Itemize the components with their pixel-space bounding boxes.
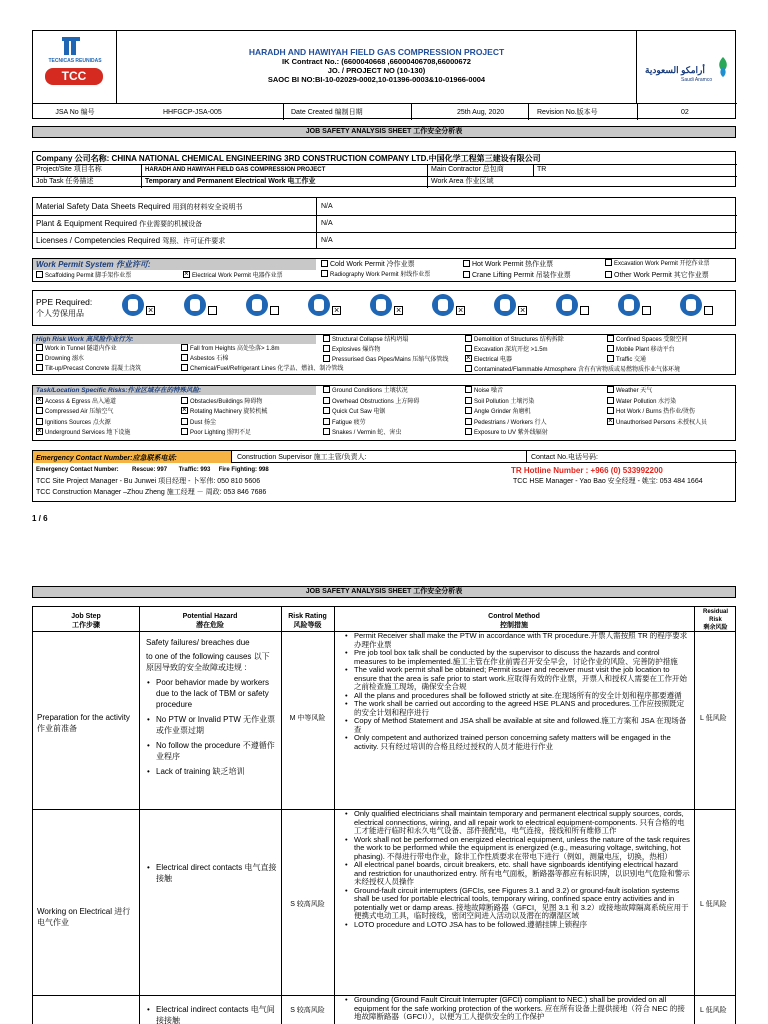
control-method-cell xyxy=(334,632,694,809)
main-contractor-label: Main Contractor 总包商 xyxy=(431,166,504,173)
task-risk-item[interactable] xyxy=(36,408,113,417)
control-method-item: • LOTO procedure and LOTO JSA has to be followed.遵循挂牌上锁程序 xyxy=(344,921,691,930)
task-risk-checkbox[interactable] xyxy=(323,407,330,414)
licenses-label: Licenses / Competencies Required 驾照、许可证件要求 xyxy=(36,236,226,245)
high-risk-grid xyxy=(33,335,737,376)
high-risk-checkbox[interactable] xyxy=(607,345,614,352)
plant-equipment-label: Plant & Equipment Required 作业需要的机械设备 xyxy=(36,219,203,228)
licenses-value: N/A xyxy=(321,237,333,244)
task-risk-label: Rotating Machinery 旋转机械 xyxy=(190,409,268,416)
control-method-item: • Pre job tool box talk shall be conducted by the supervisor to discuss the hazards and control measures to be implemented.施工主管在作业前需召开安全早会，讨论作业的风险、完善防护措施 xyxy=(344,649,691,666)
task-risk-checkbox[interactable] xyxy=(465,397,472,404)
gloves-icon xyxy=(370,294,392,316)
task-risk-label: Underground Services 地下设施 xyxy=(45,430,131,437)
tr-logo-icon xyxy=(61,35,83,57)
task-risk-item[interactable] xyxy=(181,419,216,428)
col-residual-risk-cn: 剩余风险 xyxy=(703,625,728,631)
permit-checkbox xyxy=(183,271,190,278)
hazard-cell xyxy=(139,810,281,995)
task-risks-grid xyxy=(33,386,737,442)
jsa-no-value: HHFGCP-JSA-005 xyxy=(163,109,222,116)
control-method-item: • Permit Receiver shall make the PTW in accordance with TR procedure.开票人需按照 TR 的程序要求办理作业票 xyxy=(344,632,691,649)
ppe-checkbox[interactable] xyxy=(146,306,155,315)
high-risk-item[interactable] xyxy=(465,366,680,375)
revision-value: 02 xyxy=(681,109,689,116)
task-risk-label: Ignitions Sources 点火源 xyxy=(45,419,111,426)
task-risk-label: Soil Pollution 土壤污染 xyxy=(474,398,535,405)
goggles-icon xyxy=(432,294,454,316)
high-risk-label: Excavation 深坑开挖 >1.5m xyxy=(474,347,548,354)
control-method-item: • Copy of Method Statement and JSA shall be available at site and followed.施工方案和 JSA 在现场备查 xyxy=(344,717,691,734)
project-title-block xyxy=(117,31,637,103)
task-risk-item[interactable] xyxy=(181,398,262,407)
high-risk-item[interactable] xyxy=(181,365,343,374)
aramco-ar-text: أرامكو السعودية xyxy=(645,65,705,75)
permit-checkbox xyxy=(605,259,612,266)
project-no: JO. / PROJECT NO (10-130) xyxy=(327,66,426,75)
ppe-block xyxy=(32,290,736,326)
high-risk-label: Electrical 电器 xyxy=(474,357,513,364)
tr-hotline: TR Hotline Number : +966 (0) 533992200 xyxy=(511,466,663,475)
ppe-icons-row xyxy=(108,291,728,327)
table-row xyxy=(33,810,735,996)
residual-risk-cell: L 低风险 xyxy=(700,715,727,722)
col-job-step-cn: 工作步骤 xyxy=(72,622,100,629)
high-risk-checkbox[interactable] xyxy=(181,354,188,361)
high-risk-item[interactable] xyxy=(36,365,141,374)
job-task-value: Temporary and Permanent Electrical Work 电工作业 xyxy=(145,178,316,185)
doc-id-row xyxy=(33,103,737,120)
project-site-value: HARADH AND HAWIYAH FIELD GAS COMPRESSION PROJECT xyxy=(145,167,326,173)
task-risk-label: Noise 噪音 xyxy=(474,388,504,395)
high-risk-item[interactable] xyxy=(181,355,228,364)
control-method-cell xyxy=(334,810,694,995)
construction-manager: TCC Construction Manager –Zhou Zheng 施工经理 － 周政: 053 846 7686 xyxy=(36,489,267,496)
ppe-checkbox[interactable] xyxy=(704,306,713,315)
plant-equipment-value: N/A xyxy=(321,220,333,227)
high-risk-label: Pressurised Gas Pipes/Mains 压缩气体管线 xyxy=(332,357,449,364)
task-risk-checkbox[interactable] xyxy=(465,418,472,425)
task-risk-item[interactable] xyxy=(607,398,676,407)
high-risk-label: Traffic 交通 xyxy=(616,357,647,364)
task-risk-label: Fatigue 疲劳 xyxy=(332,419,366,426)
permit-checkbox xyxy=(463,271,470,278)
permit-other[interactable]: Other Work Permit 其它作业票 xyxy=(605,271,709,280)
col-potential-hazard: Potential Hazard xyxy=(182,613,238,620)
high-risk-item[interactable] xyxy=(181,345,280,354)
task-risk-label: Unauthorised Persons 未授权人员 xyxy=(616,419,708,426)
ppe-checkbox[interactable] xyxy=(580,306,589,315)
task-risk-item[interactable] xyxy=(36,429,130,438)
work-area-label: Work Area 作业区域 xyxy=(431,178,494,185)
hazard-intro: Safety failures/ breaches due xyxy=(146,638,250,647)
emergency-block xyxy=(32,450,736,502)
high-risk-item[interactable] xyxy=(323,356,448,365)
project-title: HARADH AND HAWIYAH FIELD GAS COMPRESSION PROJECT xyxy=(248,47,505,57)
ppe-checkbox[interactable] xyxy=(332,306,341,315)
permit-checkbox xyxy=(605,271,612,278)
job-task-label: Job Task 任务描述 xyxy=(36,178,94,185)
task-risk-item[interactable] xyxy=(465,398,534,407)
hazard-intro-2: to one of the following causes 以下原因导致的安全故障或违规 : xyxy=(146,652,270,672)
permit-hot-work[interactable]: Hot Work Permit 热作业票 xyxy=(463,260,553,269)
high-risk-label: Asbestos 石棉 xyxy=(190,356,229,363)
revision-label: Revision No.版本号 xyxy=(537,109,598,116)
task-risk-item[interactable] xyxy=(607,408,695,417)
high-risk-label: Work in Tunnel 隧道内作业 xyxy=(45,346,117,353)
col-residual-risk: Residual Risk xyxy=(702,609,728,623)
msds-label: Material Safety Data Sheets Required 用到的材料安全说明书 xyxy=(36,202,243,211)
tcc-logo: TCC xyxy=(45,68,103,85)
ppe-label: PPE Required: xyxy=(36,297,93,307)
control-method-cell xyxy=(334,996,694,1024)
high-risk-title: High Risk Work 高风险作业行为: xyxy=(36,336,134,343)
hse-manager: TCC HSE Manager - Yao Bao 安全经理 - 姚宝: 053 484 1664 xyxy=(513,478,703,485)
task-risk-label: Hot Work / Burns 热作业/烫伤 xyxy=(616,409,695,416)
high-risk-item[interactable] xyxy=(36,345,117,354)
task-risk-item[interactable] xyxy=(181,408,267,417)
company-name: Company 公司名称: CHINA NATIONAL CHEMICAL ENGINEERING 3RD CONSTRUCTION COMPANY LTD.中国化学工程第三建设有限公司 xyxy=(36,154,541,163)
task-risk-item[interactable] xyxy=(465,429,548,438)
date-created-value: 25th Aug, 2020 xyxy=(457,109,505,116)
high-risk-label: Chemical/Fuel/Refrigerant Lines 化学品、燃油、制冷管线 xyxy=(190,366,344,373)
permit-checkbox xyxy=(321,260,328,267)
job-step-cell: Working on Electrical 进行电气作业 xyxy=(37,907,131,927)
face-shield-icon xyxy=(680,294,702,316)
control-method-item: • All the plans and procedures shall be followed strictly at site.在现场所有的安全计划和程序都要遵循 xyxy=(344,692,691,701)
high-risk-label: Mobile Plant 移动平台 xyxy=(616,347,675,354)
saoc-bi-no: SAOC BI NO:BI-10-02029-0002,10-01396-0003&10-01966-0004 xyxy=(267,75,486,84)
header-block xyxy=(32,30,736,119)
ppe-label-cn: 个人劳保用品 xyxy=(36,309,84,318)
ppe-checkbox[interactable] xyxy=(270,306,279,315)
col-job-step: Job Step xyxy=(71,613,101,620)
permit-checkbox xyxy=(36,271,43,278)
hazard-item: • Lack of training 缺乏培训 xyxy=(146,766,277,777)
ppe-checkbox[interactable] xyxy=(518,306,527,315)
task-risk-checkbox[interactable] xyxy=(607,418,614,425)
col-potential-hazard-cn: 潜在危险 xyxy=(196,622,224,629)
task-risks-title: Task/Location Specific Risks:作业区域存在的特殊风险: xyxy=(36,387,202,394)
col-control-method: Control Method xyxy=(488,613,540,620)
permit-crane-lifting[interactable]: Crane Lifting Permit 吊装作业票 xyxy=(463,271,571,280)
task-risk-item[interactable] xyxy=(465,387,503,396)
hazard-item: • No PTW or Invalid PTW 无作业票或作业票过期 xyxy=(146,714,277,736)
high-risk-item[interactable] xyxy=(607,356,646,365)
harness-icon xyxy=(556,294,578,316)
col-control-method-cn: 控制措施 xyxy=(500,622,528,629)
task-risk-checkbox[interactable] xyxy=(36,418,43,425)
permit-checkbox xyxy=(321,270,328,277)
msds-value: N/A xyxy=(321,203,333,210)
task-risk-checkbox[interactable] xyxy=(36,397,43,404)
task-risk-checkbox[interactable] xyxy=(465,407,472,414)
task-risk-checkbox[interactable] xyxy=(36,428,43,435)
task-risk-checkbox[interactable] xyxy=(181,418,188,425)
task-risk-label: Access & Egress 出入通道 xyxy=(45,398,117,405)
respirator-icon xyxy=(618,294,640,316)
page2-sheet-title: JOB SAFETY ANALYSIS SHEET 工作安全分析表 xyxy=(32,586,736,598)
ppe-checkbox[interactable] xyxy=(208,306,217,315)
high-risk-checkbox[interactable] xyxy=(323,355,330,362)
high-risk-item[interactable] xyxy=(607,336,687,345)
hazard-cell xyxy=(139,632,281,809)
task-risk-item[interactable] xyxy=(323,387,408,396)
task-risk-checkbox[interactable] xyxy=(607,386,614,393)
high-risk-checkbox[interactable] xyxy=(36,354,43,361)
ppe-checkbox[interactable] xyxy=(642,306,651,315)
col-risk-rating: Risk Rating xyxy=(288,613,327,620)
table-row xyxy=(33,632,735,810)
date-created-label: Date Created 编制日期 xyxy=(291,109,363,116)
high-risk-item[interactable] xyxy=(607,346,675,355)
high-risk-item[interactable] xyxy=(465,346,548,355)
high-risk-checkbox[interactable] xyxy=(181,364,188,371)
high-risk-item[interactable] xyxy=(323,346,380,355)
task-risk-label: Compressed Air 压缩空气 xyxy=(45,409,114,416)
task-risk-label: Pedestrians / Workers 行人 xyxy=(474,419,547,426)
high-risk-label: Drowning 溺水 xyxy=(45,356,85,363)
control-method-item: • The valid work permit shall be obtained; Permit issuer and receiver must visit the job location to ensure that the area is safe prior to start work.应取得有效的作业票，开票人和授权人需要在工作开始之前检查施工现场，确保安全合规 xyxy=(344,666,691,692)
risk-rating-cell: M 中等风险 xyxy=(289,715,326,722)
control-method-item: • All electrical panel boards, circuit breakers, etc. shall have signboards identifying electrical hazard and restriction for unauthorized entry. 所有电气面板，断路器等都应有标识牌，以识别电气危险和警示未经授权人员操作 xyxy=(344,861,691,887)
work-permit-title: Work Permit System 作业许可: xyxy=(36,260,151,269)
hazard-item: • Poor behavior made by workers due to the lack of TBM or safety procedure xyxy=(146,677,277,710)
task-risk-label: Poor Lighting 照明不足 xyxy=(190,430,252,437)
high-risk-block xyxy=(32,334,736,375)
control-method-item: • Work shall not be performed on energized electrical equipment, unless the nature of the task requires the work to be performed while the equipment is energized (e.g., measuring voltage, switching, hot phasing). 不得进行带电作业，除非工作性质要求在带电下进行（例如，测量电压，切换，热相） xyxy=(344,836,691,862)
control-method-item: • The work shall be carried out according to the agreed HSE PLANS and procedures.工作应按照既定的安全计划和程序进行 xyxy=(344,700,691,717)
aramco-flame-icon xyxy=(715,55,731,79)
risk-rating-cell: S 较高风险 xyxy=(290,1007,325,1014)
high-risk-item[interactable] xyxy=(36,355,84,364)
hazard-item: • Electrical direct contacts 电气直接接触 xyxy=(146,862,277,884)
task-risk-item[interactable] xyxy=(323,429,401,438)
hazmat-suit-icon xyxy=(122,294,144,316)
task-risk-item[interactable] xyxy=(36,398,116,407)
project-site-label: Project/Site 项目名称 xyxy=(36,166,102,173)
ppe-checkbox[interactable] xyxy=(456,306,465,315)
task-risk-checkbox[interactable] xyxy=(323,397,330,404)
work-permit-block xyxy=(32,258,736,282)
task-risk-checkbox[interactable] xyxy=(36,407,43,414)
permit-excavation[interactable]: Excavation Work Permit 开挖作业票 xyxy=(605,260,710,269)
contact-no-label: Contact No.电话号码: xyxy=(531,454,598,461)
emergency-numbers: Emergency Contact Number: Rescue: 997 Traffic: 993 Fire Fighting: 998 xyxy=(36,467,269,473)
high-risk-label: Structural Collapse 结构坍塌 xyxy=(332,337,409,344)
task-risk-item[interactable] xyxy=(323,419,366,428)
task-risk-checkbox[interactable] xyxy=(181,407,188,414)
task-risk-checkbox[interactable] xyxy=(323,418,330,425)
job-step-cell xyxy=(33,996,139,1024)
col-risk-rating-cn: 风险等级 xyxy=(293,622,322,629)
contract-no: IK Contract No.: (6600040668 ,66000406708,66000672 xyxy=(282,57,471,66)
task-risk-item[interactable] xyxy=(607,387,652,396)
requirements-block xyxy=(32,197,736,249)
task-risk-checkbox[interactable] xyxy=(465,386,472,393)
table-row xyxy=(33,996,735,1024)
high-risk-item[interactable] xyxy=(323,336,408,345)
high-risk-checkbox[interactable] xyxy=(36,344,43,351)
high-risk-checkbox[interactable] xyxy=(36,364,43,371)
high-risk-checkbox[interactable] xyxy=(465,345,472,352)
task-risk-item[interactable] xyxy=(465,408,531,417)
risk-rating-cell: S 较高风险 xyxy=(290,901,325,908)
control-method-item: • Ground-fault circuit interrupters (GFCIs, see Figures 3.1 and 3.2) or ground-fault isolation systems shall be used for portable electrical tools, temporary wiring, confined space entry activities and in potentially wet or damp areas. 接地故障断路器（GFCI，见图 3.1 和 3.2）或接地故障隔离系统应用于便携式电动工具，临时接线，密闭空间进入活动以及潜在的潮湿区域 xyxy=(344,887,691,921)
ppe-checkbox[interactable] xyxy=(394,306,403,315)
task-risk-item[interactable] xyxy=(607,419,707,428)
task-risk-item[interactable] xyxy=(181,429,251,438)
high-risk-label: Contaminated/Flammable Atmosphere 含有有害物质或易燃物质作业气体环境 xyxy=(474,367,681,374)
ear-muffs-icon xyxy=(246,294,268,316)
task-risk-item[interactable] xyxy=(36,419,111,428)
high-risk-item[interactable] xyxy=(465,356,512,365)
task-risk-checkbox[interactable] xyxy=(607,397,614,404)
high-risk-checkbox[interactable] xyxy=(607,335,614,342)
task-risk-label: Angle Grinder 角磨机 xyxy=(474,409,531,416)
control-method-item: • Only competent and authorized trained person concerning safety matters will be engaged in the activity. 只有经过培训的合格且经过授权的人员才能进行作业 xyxy=(344,734,691,751)
hazard-item: • No follow the procedure 不遵循作业程序 xyxy=(146,740,277,762)
high-risk-label: Tilt-up/Precast Concrete 混凝土浇筑 xyxy=(45,366,142,373)
high-risk-label: Explosives 爆炸物 xyxy=(332,347,381,354)
task-risk-checkbox[interactable] xyxy=(323,386,330,393)
task-risk-item[interactable] xyxy=(323,398,419,407)
safety-glasses-icon xyxy=(184,294,206,316)
task-risk-label: Dust 扬尘 xyxy=(190,419,217,426)
main-contractor-value: TR xyxy=(537,166,547,173)
company-block xyxy=(32,151,736,187)
emergency-title: Emergency Contact Number:应急联系电话: xyxy=(36,455,177,462)
high-risk-label: Fall from Heights 高处坠落> 1.8m xyxy=(190,346,280,353)
company-logo xyxy=(33,31,117,103)
task-risk-label: Water Pollution 水污染 xyxy=(616,398,677,405)
aramco-logo xyxy=(637,31,737,103)
page-number: 1 / 6 xyxy=(32,514,48,523)
task-risk-label: Obstacles/Buildings 障碍物 xyxy=(190,398,263,405)
task-risks-block xyxy=(32,385,736,441)
task-risk-label: Weather 天气 xyxy=(616,388,653,395)
safety-boots-icon xyxy=(308,294,330,316)
task-risk-checkbox[interactable] xyxy=(181,428,188,435)
job-step-cell: Preparation for the activity 作业前准备 xyxy=(37,713,130,733)
task-risk-checkbox[interactable] xyxy=(323,428,330,435)
task-risk-label: Overhead Obstructions 上方障碍 xyxy=(332,398,420,405)
high-risk-checkbox[interactable] xyxy=(323,335,330,342)
permit-scaffolding[interactable]: Scaffolding Permit 脚手架作业票 xyxy=(36,272,131,281)
tr-logo-text: TECNICAS REUNIDAS xyxy=(48,58,102,64)
residual-risk-cell: L 低风险 xyxy=(700,1007,727,1014)
high-risk-checkbox[interactable] xyxy=(465,355,472,362)
permit-radiography[interactable]: Radiography Work Permit 射线作业票 xyxy=(321,271,430,280)
high-risk-checkbox[interactable] xyxy=(607,355,614,362)
hazard-table xyxy=(32,606,736,1024)
task-risk-label: Exposure to UV 紫外线辐射 xyxy=(474,430,548,437)
task-risk-checkbox[interactable] xyxy=(607,407,614,414)
site-project-manager: TCC Site Project Manager - Bu Junwei 项目经理 - 卜军伟: 050 810 5606 xyxy=(36,478,261,485)
high-risk-checkbox[interactable] xyxy=(465,365,472,372)
table-header xyxy=(33,607,735,632)
high-risk-label: Demolition of Structures 结构拆除 xyxy=(474,337,564,344)
permit-electrical[interactable]: × Electrical Work Permit 电器作业票 xyxy=(183,272,283,281)
residual-risk-cell: L 低风险 xyxy=(700,901,727,908)
high-risk-checkbox[interactable] xyxy=(323,345,330,352)
aramco-en-text: Saudi Aramco xyxy=(681,77,713,83)
high-risk-checkbox[interactable] xyxy=(465,335,472,342)
hard-hat-icon xyxy=(494,294,516,316)
high-risk-item[interactable] xyxy=(465,336,564,345)
task-risk-checkbox[interactable] xyxy=(181,397,188,404)
control-method-item: • Only qualified electricians shall maintain temporary and permanent electrical supply sources, cords, electrical connections, wiring, and all repair work to electrical equipment-components. 只有合格的电工才能进行临时和永久电气设备、部件接配电，电气连接，接线和所有维修工作 xyxy=(344,810,691,836)
sheet-title: JOB SAFETY ANALYSIS SHEET 工作安全分析表 xyxy=(32,126,736,138)
high-risk-checkbox[interactable] xyxy=(181,344,188,351)
permit-checkbox xyxy=(463,260,470,267)
hazard-item: • Electrical indirect contacts 电气间接接触 xyxy=(146,1004,277,1024)
task-risk-label: Quick Cut Saw 电锯 xyxy=(332,409,386,416)
jsa-no-label: JSA No 编号 xyxy=(55,109,95,116)
task-risk-label: Ground Conditions 土壤状况 xyxy=(332,388,408,395)
task-risk-checkbox[interactable] xyxy=(465,428,472,435)
permit-cold-work[interactable]: Cold Work Permit 冷作业票 xyxy=(321,260,415,269)
task-risk-item[interactable] xyxy=(465,419,547,428)
task-risk-item[interactable] xyxy=(323,408,385,417)
high-risk-label: Confined Spaces 受限空间 xyxy=(616,337,688,344)
hazard-cell xyxy=(139,996,281,1024)
control-method-item: • Grounding (Ground Fault Circuit Interrupter (GFCI) compliant to NEC.) shall be provided on all equipment for the safe working protection of the workers. 应在所有设备上提供接地（符合 NEC 的接地故障断路器（GFCI）），以便为工人提供安全的工作保护 xyxy=(344,996,691,1022)
task-risk-label: Snakes / Vermin 蛇、害虫 xyxy=(332,430,402,437)
construction-supervisor-label: Construction Supervisor 施工主管/负责人: xyxy=(237,454,367,461)
